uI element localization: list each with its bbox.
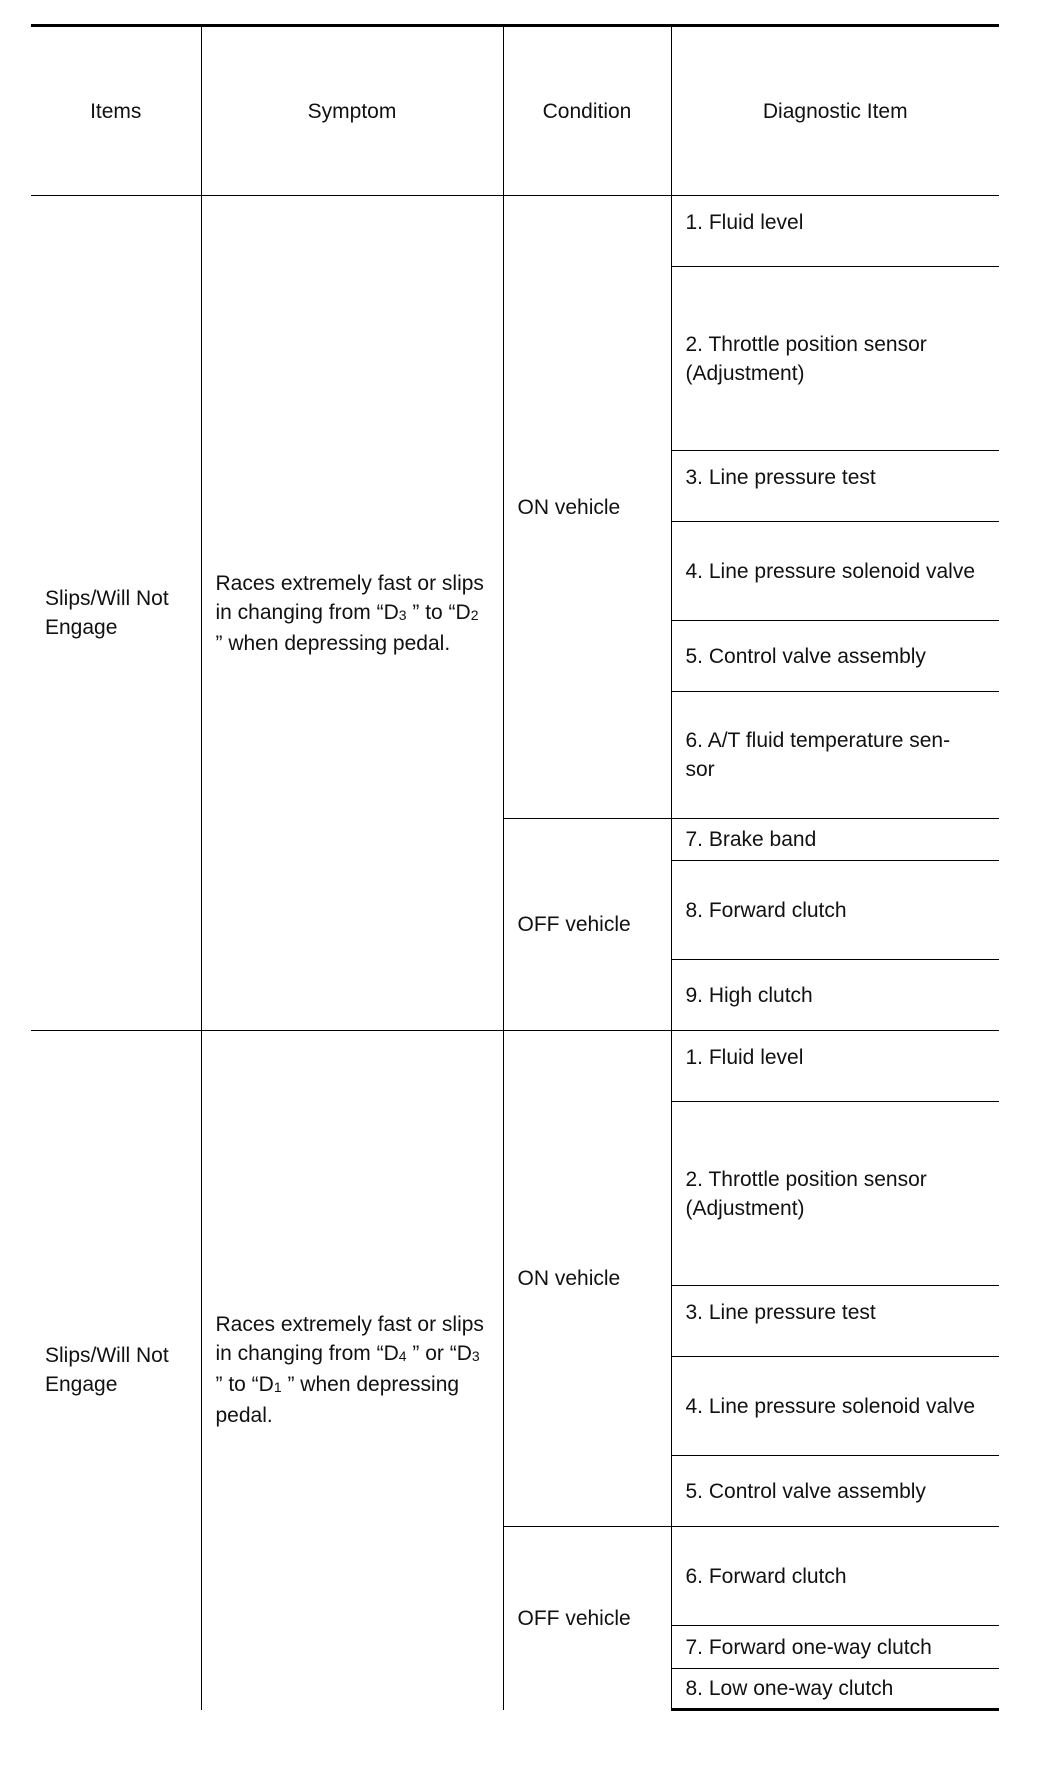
diagnostic-item: 6. Forward clutch [671,1527,999,1626]
diagnostic-item: 7. Brake band [671,819,999,861]
diagnostic-item: 3. Line pressure test [671,451,999,522]
item-cell: Slips/Will Not Engage [31,1031,201,1710]
diagnostic-item: 8. Low one-way clutch [671,1669,999,1710]
diagnostic-item: 4. Line pressure solenoid valve [671,522,999,621]
symptom-cell: Races extremely fast or slips in changing from “$D_4$ ” or “$D_3$ ” to “$D_1$ ” when depressing pedal. [201,1031,503,1710]
diagnostic-item: 5. Control valve assembly [671,621,999,692]
diagnostic-item: 1. Fluid level [671,1031,999,1102]
diagnostic-item: 9. High clutch [671,960,999,1031]
header-symptom: Symptom [201,26,503,196]
condition-cell: OFF vehicle [503,819,671,1031]
header-diagnostic-item: Diagnostic Item [671,26,999,196]
diagnostic-item: 6. A/T fluid temperature sen- sor [671,692,999,819]
diagnostic-table [31,24,999,1711]
symptom-cell: Races extremely fast or slips in changing from “$D_3$ ” to “$D_2$ ” when depressing pedal. [201,196,503,1031]
diagnostic-item: 1. Fluid level [671,196,999,267]
condition-cell: ON vehicle [503,196,671,819]
header-condition: Condition [503,26,671,196]
diagnostic-item: 5. Control valve assembly [671,1456,999,1527]
diagnostic-item: 4. Line pressure solenoid valve [671,1357,999,1456]
diagnostic-item: 8. Forward clutch [671,861,999,960]
diagnostic-item: 2. Throttle position sensor (Adjustment) [671,1102,999,1286]
header-row [31,26,999,196]
header-items: Items [31,26,201,196]
diagnostic-item: 7. Forward one-way clutch [671,1626,999,1669]
table-row [31,1031,999,1102]
diagnostic-item: 3. Line pressure test [671,1286,999,1357]
table-row [31,196,999,267]
diagnostic-item: 2. Throttle position sensor (Adjustment) [671,267,999,451]
condition-cell: OFF vehicle [503,1527,671,1710]
item-cell: Slips/Will Not Engage [45,587,169,639]
condition-cell: ON vehicle [503,1031,671,1527]
